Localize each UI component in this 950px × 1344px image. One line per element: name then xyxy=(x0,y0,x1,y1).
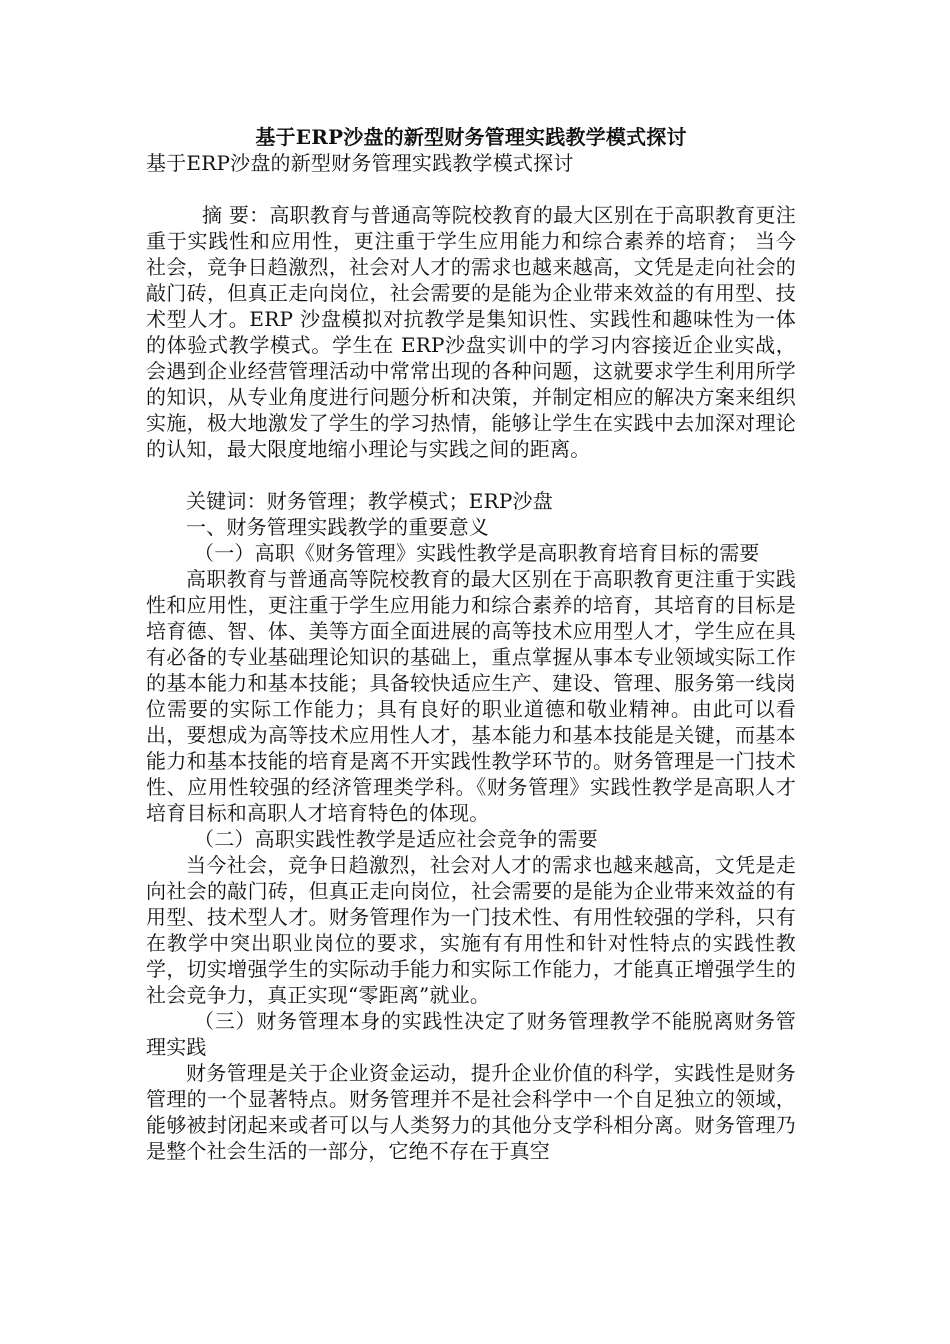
document-subtitle: 基于ERP沙盘的新型财务管理实践教学模式探讨 xyxy=(146,151,574,175)
body-paragraph-2: 当今社会，竞争日趋激烈，社会对人才的需求也越来越高，文凭是走向社会的敲门砖，但真正走向岗位，社会需要的是能为企业带来效益的有用型、技术型人才。财务管理作为一门技术性、有用性较强的学科，只有在教学中突出职业岗位的要求，实施有有用性和针对性特点的实践性教学，切实增强学生的实际动手能力和实际工作能力，才能真正增强学生的社会竞争力，真正实现“零距离”就业。 xyxy=(146,853,796,1007)
abstract-paragraph: 摘 要：高职教育与普通高等院校教育的最大区别在于高职教育更注重于实践性和应用性，更注重于学生应用能力和综合素养的培育； 当今社会，竞争日趋激烈，社会对人才的需求也越来越高，文凭是走向社会的敲门砖，但真正走向岗位，社会需要的是能为企业带来效益的有用型、技术型人才。ERP 沙盘模拟对抗教学是集知识性、实践性和趣味性为一体的体验式教学模式。学生在 ERP沙盘实训中的学习内容接近企业实战，会遇到企业经营管理活动中常常出现的各种问题，这就要求学生利用所学的知识，从专业角度进行问题分析和决策，并制定相应的解决方案来组织实施，极大地激发了学生的学习热情，能够让学生在实践中去加深对理论的认知，最大限度地缩小理论与实践之间的距离。 xyxy=(146,203,796,461)
body-paragraph-3: 财务管理是关于企业资金运动，提升企业价值的科学，实践性是财务管理的一个显著特点。财务管理并不是社会科学中一个自足独立的领域，能够被封闭起来或者可以与人类努力的其他分支学科相分离。财务管理乃是整个社会生活的一部分，它绝不存在于真空 xyxy=(146,1061,796,1163)
section-heading-1: 一、财务管理实践教学的重要意义 xyxy=(186,515,489,539)
subsection-heading-2: （二）高职实践性教学是适应社会竞争的需要 xyxy=(194,827,598,851)
document-page xyxy=(146,124,796,1164)
spacer xyxy=(146,176,796,202)
spacer xyxy=(146,462,796,488)
keywords-line: 关键词：财务管理；教学模式；ERP沙盘 xyxy=(186,489,553,513)
subsection-heading-1: （一）高职《财务管理》实践性教学是高职教育培育目标的需要 xyxy=(194,541,760,565)
subsection-heading-3: （三）财务管理本身的实践性决定了财务管理教学不能脱离财务管理实践 xyxy=(146,1009,796,1059)
document-title: 基于ERP沙盘的新型财务管理实践教学模式探讨 xyxy=(255,125,687,149)
body-paragraph-1: 高职教育与普通高等院校教育的最大区别在于高职教育更注重于实践性和应用性，更注重于学生应用能力和综合素养的培育，其培育的目标是培育德、智、体、美等方面全面进展的高等技术应用型人才，学生应在具有必备的专业基础理论知识的基础上，重点掌握从事本专业领域实际工作的基本能力和基本技能；具备较快适应生产、建设、管理、服务第一线岗位需要的实际工作能力；具有良好的职业道德和敬业精神。由此可以看出，要想成为高等技术应用性人才，基本能力和基本技能是关键，而基本能力和基本技能的培育是离不开实践性教学环节的。财务管理是一门技术性、应用性较强的经济管理类学科。《财务管理》实践性教学是高职人才培育目标和高职人才培育特色的体现。 xyxy=(146,567,796,825)
